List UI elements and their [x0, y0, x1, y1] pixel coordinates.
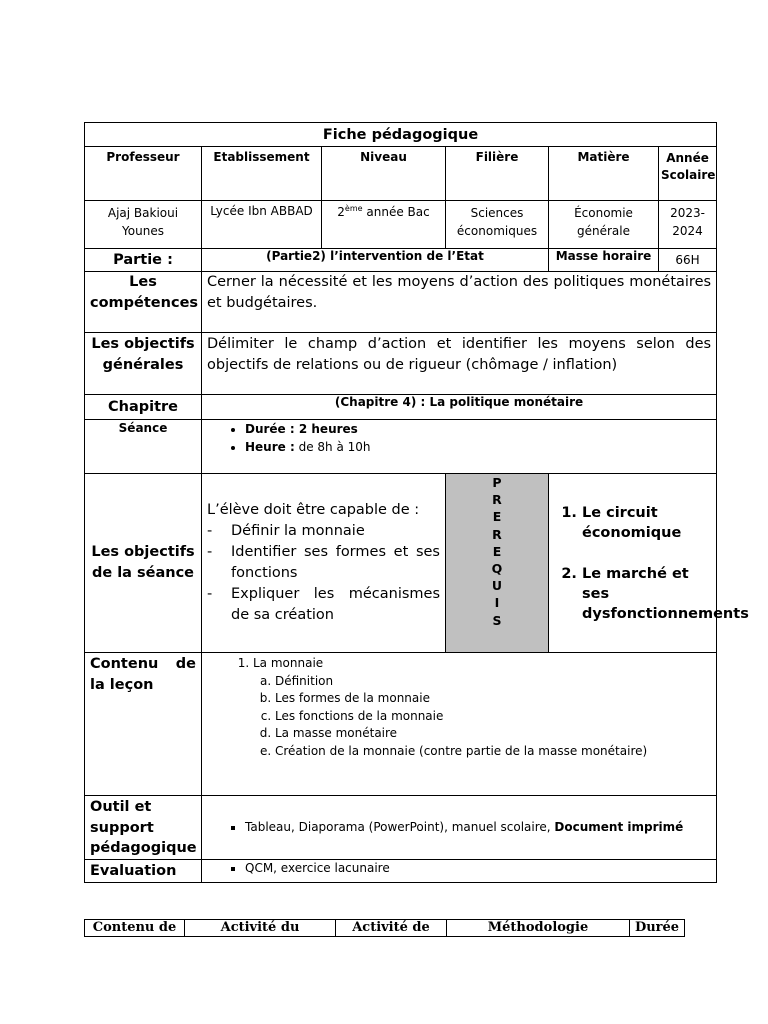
contenu-content: [202, 653, 717, 796]
outil-content: [202, 796, 717, 860]
header-filiere: Filière: [446, 147, 549, 201]
activites-header-duree: Durée: [630, 920, 685, 937]
masse-horaire-value: 66H: [659, 249, 717, 272]
activites-header-methodologie: Méthodologie: [447, 920, 630, 937]
objectif-item: - Expliquer les mécanismes de sa création: [207, 584, 440, 626]
partie-value: (Partie2) l’intervention de l’Etat: [202, 249, 549, 272]
activites-header-contenu: Contenu de: [85, 920, 185, 937]
header-etablissement: Etablissement: [202, 147, 322, 201]
fiche-pedagogique-table: [84, 122, 749, 883]
contenu-sub-item: b. Les formes de la monnaie: [275, 690, 711, 708]
header-matiere: Matière: [549, 147, 659, 201]
header-annee: Année Scolaire: [659, 147, 717, 201]
fiche-title: Fiche pédagogique: [85, 123, 717, 147]
chapitre-value: (Chapitre 4) : La politique monétaire: [202, 395, 717, 420]
header-professeur: Professeur: [85, 147, 202, 201]
contenu-label: Contenu de la leçon: [85, 653, 202, 796]
info-professeur: Ajaj Bakioui Younes: [85, 201, 202, 249]
contenu-sub-item: a. Définition: [275, 673, 711, 691]
objectifs-seance-content: [202, 474, 446, 653]
seance-label: Séance: [85, 420, 202, 474]
objectifs-seance-label: Les objectifs de la séance: [85, 474, 202, 653]
evaluation-label: Evaluation: [85, 859, 202, 882]
activites-table: [84, 919, 685, 937]
outil-item: ▪ Tableau, Diaporama (PowerPoint), manuel scolaire, Document imprimé: [245, 820, 711, 834]
info-annee: 2023-2024: [659, 201, 717, 249]
contenu-main-item: 1. La monnaie a. Définition b. Les formes de la monnaie c. Les fonctions de la monnaie d. La masse monétaire e. Création de la monnaie (contre partie de la masse monétaire): [253, 655, 711, 760]
outil-label: Outil et support pédagogique: [85, 796, 202, 860]
info-etablissement: Lycée Ibn ABBAD: [202, 201, 322, 249]
partie-label: Partie :: [85, 249, 202, 272]
prerequis-label: P R E R E Q U I S: [446, 474, 549, 653]
evaluation-content: [202, 859, 717, 882]
objectif-item: - Identifier ses formes et ses fonctions: [207, 542, 440, 584]
objectif-item: - Définir la monnaie: [207, 521, 440, 542]
contenu-sub-item: d. La masse monétaire: [275, 725, 711, 743]
evaluation-item: ▪ QCM, exercice lacunaire: [245, 861, 711, 875]
contenu-sub-item: e. Création de la monnaie (contre partie de la masse monétaire): [275, 743, 711, 761]
info-filiere: Sciences économiques: [446, 201, 549, 249]
prerequis-item: 2. Le marché et ses dysfonctionnements: [582, 564, 711, 624]
activites-header-activite-eleve: Activité de: [336, 920, 447, 937]
info-niveau: 2ème année Bac: [322, 201, 446, 249]
prerequis-item: 1. Le circuit économique: [582, 503, 711, 543]
competences-text: Cerner la nécessité et les moyens d’action des politiques monétaires et budgétaires.: [202, 272, 717, 333]
objectifs-generales-text: Délimiter le champ d’action et identifier les moyens selon des objectifs de relations ou de rigueur (chômage / inflation): [202, 333, 717, 395]
prerequis-content: [549, 474, 749, 653]
objectifs-seance-intro: L’élève doit être capable de :: [207, 502, 420, 518]
header-niveau: Niveau: [322, 147, 446, 201]
seance-duree: • Durée : 2 heures: [245, 420, 711, 438]
competences-label: Les compétences: [85, 272, 202, 333]
contenu-sub-item: c. Les fonctions de la monnaie: [275, 708, 711, 726]
seance-heure: • Heure : de 8h à 10h: [245, 438, 711, 456]
objectifs-generales-label: Les objectifs générales: [85, 333, 202, 395]
chapitre-label: Chapitre: [85, 395, 202, 420]
info-matiere: Économie générale: [549, 201, 659, 249]
activites-header-activite-professeur: Activité du: [185, 920, 336, 937]
masse-horaire-label: Masse horaire: [549, 249, 659, 272]
seance-details: [202, 420, 717, 474]
